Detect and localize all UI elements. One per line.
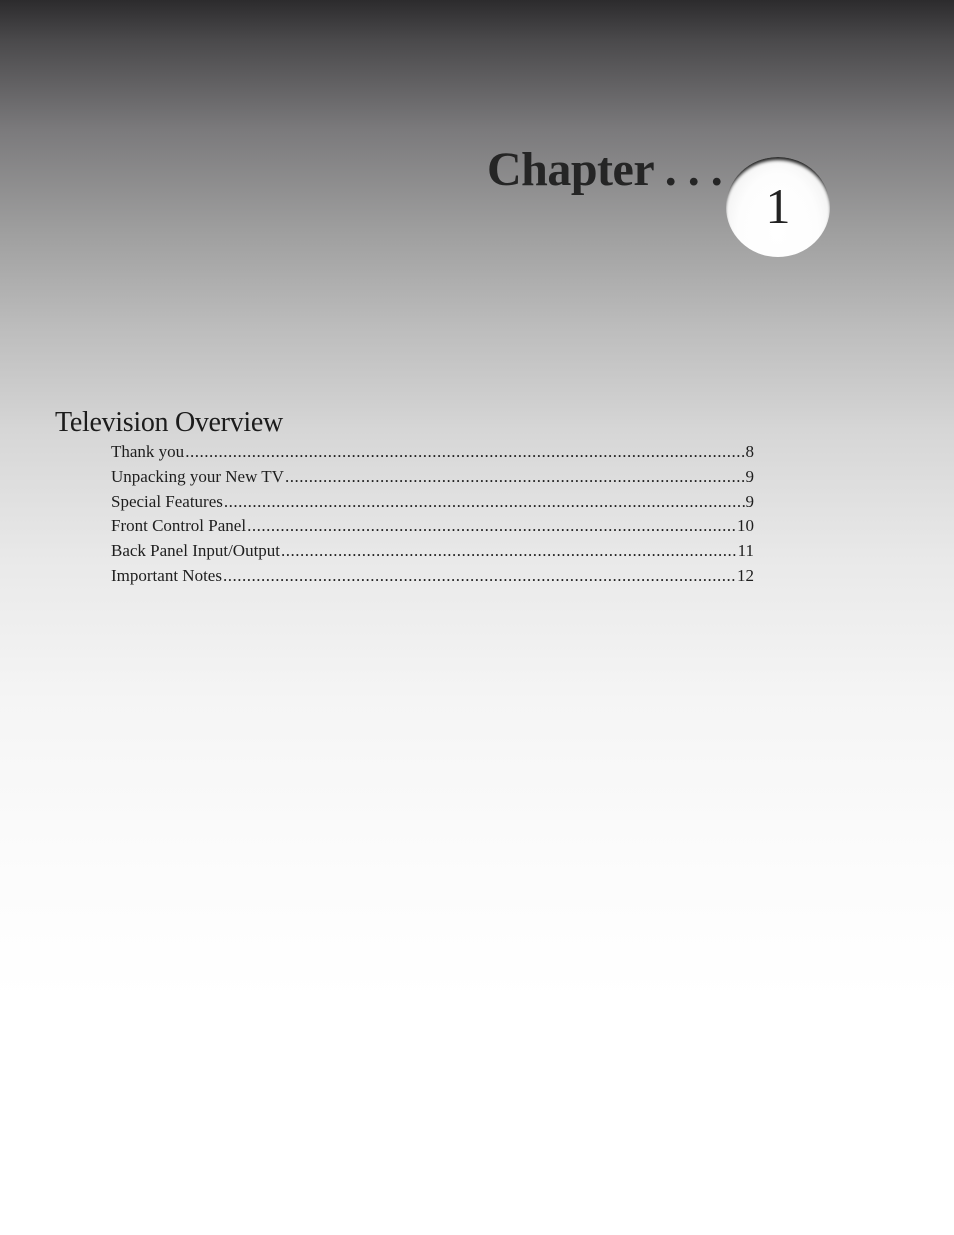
toc-entry-thank-you[interactable] xyxy=(111,440,754,465)
toc-page-number: 12 xyxy=(737,565,754,585)
toc-entry-label: Front Control Panel xyxy=(111,516,247,536)
chapter-number-badge xyxy=(726,157,830,257)
toc-page-number: 9 xyxy=(745,466,754,486)
toc-dot-leader xyxy=(285,465,745,490)
chapter-heading: Chapter . . . xyxy=(487,143,723,196)
toc-entry-back-panel[interactable] xyxy=(111,539,754,564)
toc-dot-leader xyxy=(281,539,737,564)
toc-page-number: 11 xyxy=(737,541,754,561)
toc-entry-label: Important Notes xyxy=(111,565,222,585)
toc-entry-label: Back Panel Input/Output xyxy=(111,541,281,561)
toc-entry-label: Unpacking your New TV xyxy=(111,466,284,486)
table-of-contents xyxy=(111,440,754,589)
toc-page-number: 9 xyxy=(745,491,754,511)
chapter-number: 1 xyxy=(765,178,791,234)
toc-entry-front-control-panel[interactable] xyxy=(111,514,754,539)
toc-entry-important-notes[interactable] xyxy=(111,564,754,589)
toc-dot-leader xyxy=(223,564,736,589)
toc-entry-label: Thank you xyxy=(111,442,185,461)
toc-dot-leader xyxy=(224,490,745,515)
toc-dot-leader xyxy=(185,440,744,465)
toc-entry-special-features[interactable] xyxy=(111,490,754,515)
toc-entry-unpacking[interactable] xyxy=(111,465,754,490)
toc-dot-leader xyxy=(247,514,736,539)
toc-page-number: 10 xyxy=(737,516,754,536)
toc-page-number: 8 xyxy=(745,442,754,461)
section-title: Television Overview xyxy=(55,407,283,438)
toc-entry-label: Special Features xyxy=(111,491,223,511)
